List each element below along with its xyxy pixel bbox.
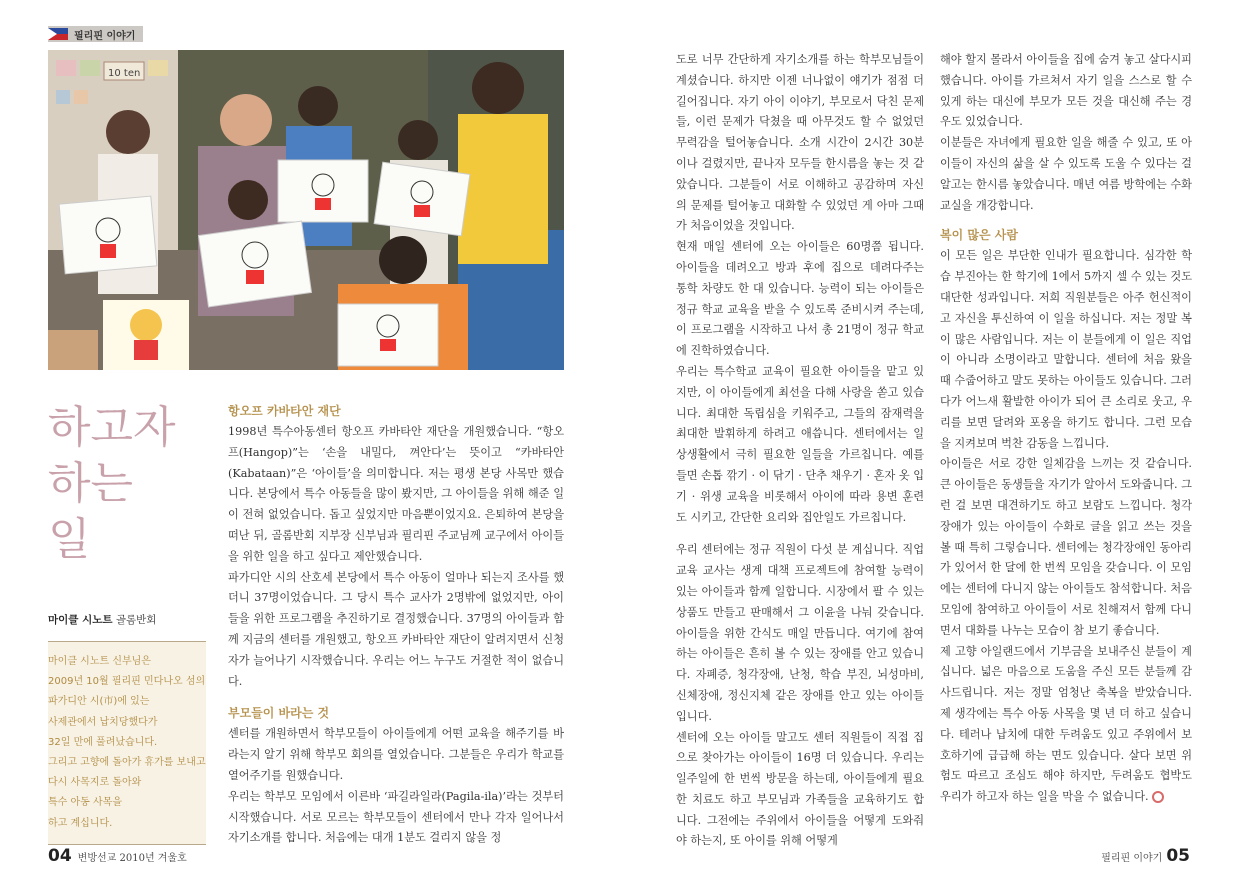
title-line: 일 — [48, 514, 91, 565]
author-name: 마이클 시노트 — [48, 614, 113, 626]
author-line — [48, 612, 156, 627]
footer-left — [48, 846, 187, 866]
bio-line: 파가디안 시(市)에 있는 — [48, 696, 150, 708]
end-mark-icon — [1152, 791, 1164, 803]
paragraph: 이분들은 자녀에게 필요한 일을 해줄 수 있고, 또 아이들이 자신의 삶을 살 수 있도록 도울 수 있다는 걸 알고는 한시름 놓았습니다. 매년 여름 방학에는 수화 교실을 개강합니다. — [940, 136, 1192, 212]
bio-line: 사제관에서 납치당했다가 — [48, 716, 158, 728]
author-bio — [48, 641, 206, 845]
paragraph: 우리 센터에는 정규 직원이 다섯 분 계십니다. 직업 교육 교사는 생계 대책 프로젝트에 참여할 능력이 있는 아이들과 함께 일합니다. 시장에서 팔 수 있는 상품도 만들고 판매해서 그 이윤을 나눠 갖습니다. 아이들을 위한 간식도 매일 만듭니다. 여기에 참여하는 아이들은 흔히 볼 수 있는 장애를 안고 있습니다. 자폐증, 청각장애, 난청, 학습 부진, 뇌성마비, 신체장애, 정신지체 같은 장애를 안고 있는 아이들입니다. — [676, 543, 924, 723]
group-photo — [48, 50, 564, 370]
paragraph: 현재 매일 센터에 오는 아이들은 60명쯤 됩니다. 아이들을 데려오고 방과 후에 집으로 데려다주는 통학 차량도 한 대 있습니다. 능력이 되는 아이들은 정규 학교 교육을 받을 수 있도록 준비시켜 주는데, 이 프로그램을 시작하고 나서 총 21명이 정규 학교에 진학하였습니다. — [676, 240, 924, 358]
bio-line: 32일 만에 풀려났습니다. — [48, 736, 158, 748]
bio-line: 다시 사목지로 돌아와 — [48, 777, 142, 789]
bio-line: 하고 계십니다. — [48, 817, 113, 829]
paragraph: 1998년 특수아동센터 항오프 카바타안 재단을 개원했습니다. “항오프(Hangop)”는 ‘손을 내밀다, 껴안다’는 뜻이고 “카바타안(Kabataan)”은 ‘아이들’을 의미합니다. 저는 평생 본당 사목만 했습니다. 본당에서 특수 아동들을 많이 봤지만, 그 아이들을 위해 해준 일이 전혀 없었습니다. 돕고 싶었지만 마음뿐이었지요. 은퇴하여 본당을 떠난 뒤, 골롬반회 지부장 신부님과 필리핀 주교님께 교구에서 아이들을 위한 일을 하고 싶다고 제안했습니다. — [228, 425, 564, 563]
photo-sign-text: 10 ten — [108, 68, 141, 79]
title-line: 하고자 — [48, 402, 176, 453]
paragraph: 아이들은 서로 강한 일체감을 느끼는 것 같습니다. 큰 아이들은 동생들을 자기가 알아서 도와줍니다. 그런 걸 보면 대견하기도 하고 보람도 느낍니다. 청각 장애가 있는 아이들이 수화로 글을 읽고 쓰는 것을 볼 때 특히 그렇습니다. 센터에는 청각장애인 동아리가 있어서 한 달에 한 번씩 모임을 갖습니다. 이 모임에는 센터에 다니지 않는 아이들도 참석합니다. 처음 모임에 참여하고 아이들이 서로 친해져서 함께 다니면서 대화를 나누는 모습이 참 보기 좋습니다. — [940, 457, 1192, 637]
page-number-left: 04 — [48, 846, 72, 866]
title-line: 하는 — [48, 458, 134, 509]
page-number-right: 05 — [1166, 846, 1190, 866]
paragraph-text: 제 고향 아일랜드에서 기부금을 보내주신 분들이 계십니다. 넓은 마음으로 도움을 주신 모든 분들께 감사드립니다. 저는 정말 엄청난 축복을 받았습니다. 제 생각에는 특수 아동 사목을 몇 년 더 하고 싶습니다. 테러나 납치에 대한 두려움도 있고 주위에서 보호하기에 급급해 하는 면도 있습니다. 살다 보면 위험도 따르고 조심도 해야 하지만, 두려움도 협박도 우리가 하고자 하는 일을 막을 수 없습니다. — [940, 644, 1192, 804]
footer-right — [1101, 846, 1190, 866]
section-heading: 복이 많은 사람 — [940, 228, 1018, 243]
bio-line: 특수 아동 사목을 — [48, 797, 122, 809]
section-heading: 항오프 카바타안 재단 — [228, 404, 341, 418]
footer-publication: 변방선교 2010년 겨울호 — [77, 853, 187, 864]
paragraph: 도로 너무 간단하게 자기소개를 하는 학부모님들이 계셨습니다. 하지만 이젠 너나없이 얘기가 점점 더 길어집니다. 자기 아이 이야기, 부모로서 닥친 문제들, 이런 문제가 닥쳤을 때 아무것도 할 수 없었던 무력감을 털어놓습니다. 소개 시간이 2시간 30분이나 걸렸지만, 끝나자 모두들 한시름을 놓는 것 같았습니다. 그분들이 서로 이해하고 공감하며 자신의 문제를 털어놓고 대화할 수 있었던 게 아마 그때가 처음이었을 것입니다. — [676, 53, 924, 233]
article-column-1 — [228, 400, 564, 849]
footer-section: 필리핀 이야기 — [1101, 853, 1163, 864]
bio-line: 2009년 10월 필리핀 민다나오 섬의 — [48, 676, 206, 688]
paragraph — [940, 642, 1192, 808]
paragraph: 우리는 학부모 모임에서 이른바 ‘파길라일라(Pagila-ila)’라는 것부터 시작했습니다. 서로 모르는 학부모들이 센터에서 만나 각자 일어나서 자기소개를 합니다. 처음에는 대개 1분도 걸리지 않을 정 — [228, 789, 564, 845]
paragraph: 해야 할지 몰라서 아이들을 집에 숨겨 놓고 살다시피 했습니다. 아이를 가르쳐서 자기 일을 스스로 할 수 있게 하는 대신에 부모가 모든 것을 대신해 주는 경우도 있었습니다. — [940, 53, 1192, 129]
paragraph: 이 모든 일은 부단한 인내가 필요합니다. 심각한 학습 부진아는 한 학기에 1에서 5까지 셀 수 있는 것도 대단한 성과입니다. 저희 직원분들은 아주 헌신적이고 자신을 투신하여 이 일을 하십니다. 저는 정말 복이 많은 사람입니다. 저는 이 분들에게 이 일은 직업이 아니라 소명이라고 말합니다. 센터에 처음 왔을 때 수줍어하고 말도 못하는 아이들도 있습니다. 그러다가 어느새 활발한 아이가 되어 큰 소리로 웃고, 우리를 보면 달려와 포옹을 하기도 합니다. 그런 모습을 지켜보며 벅찬 감동을 느낍니다. — [940, 249, 1192, 450]
section-tag — [48, 26, 143, 42]
article-column-2 — [676, 50, 924, 852]
philippines-flag-icon — [48, 28, 68, 40]
bio-line: 마이클 시노트 신부님은 — [48, 656, 151, 667]
paragraph: 센터를 개원하면서 학부모들이 아이들에게 어떤 교육을 해주기를 바라는지 알기 위해 학부모 회의를 열었습니다. 그분들은 우리가 학교를 열어주기를 원했습니다. — [228, 727, 564, 782]
section-tag-label: 필리핀 이야기 — [74, 30, 136, 42]
paragraph: 센터에 오는 아이들 말고도 센터 직원들이 직접 집으로 찾아가는 아이들이 16명 더 있습니다. 우리는 일주일에 한 번씩 방문을 하는데, 아이들에게 필요한 치료도 하고 부모님과 가족들을 교육하기도 합니다. 그전에는 주위에서 아이들을 어떻게 도와줘야 하는지, 또 아이를 위해 어떻게 — [676, 730, 924, 848]
section-heading: 부모들이 바라는 것 — [228, 706, 330, 721]
article-title — [48, 400, 218, 568]
paragraph: 파가디안 시의 산호세 본당에서 특수 아동이 얼마나 되는지 조사를 했더니 37명이었습니다. 그 당시 특수 교사가 2명밖에 없었지만, 아이들을 위한 프로그램을 추진하기로 결정했습니다. 37명의 아이들과 함께 지금의 센터를 개원했고, 항오프 카바타안 재단이 알려지면서 신청자가 늘어나기 시작했습니다. 우리는 어느 누구도 거절한 적이 없습니다. — [228, 570, 564, 688]
author-affiliation: 골롬반회 — [112, 614, 157, 626]
group-photo-illustration — [48, 50, 564, 370]
article-column-3 — [940, 50, 1192, 808]
paragraph: 우리는 특수학교 교육이 필요한 아이들을 맡고 있지만, 이 아이들에게 최선을 다해 사랑을 쏟고 있습니다. 최대한 독립심을 키워주고, 그들의 잠재력을 최대한 발휘하게 하려고 애씁니다. 센터에서는 일상생활에서 극히 필요한 일들을 가르칩니다. 예를 들면 손톱 깎기 · 이 닦기 · 단추 채우기 · 혼자 옷 입기 · 위생 교육을 비롯해서 아이에 따라 용변 훈련도 시키고, 간단한 요리와 집안일도 가르칩니다. — [676, 364, 924, 524]
bio-line: 그리고 고향에 돌아가 휴가를 보내고 — [48, 757, 206, 769]
